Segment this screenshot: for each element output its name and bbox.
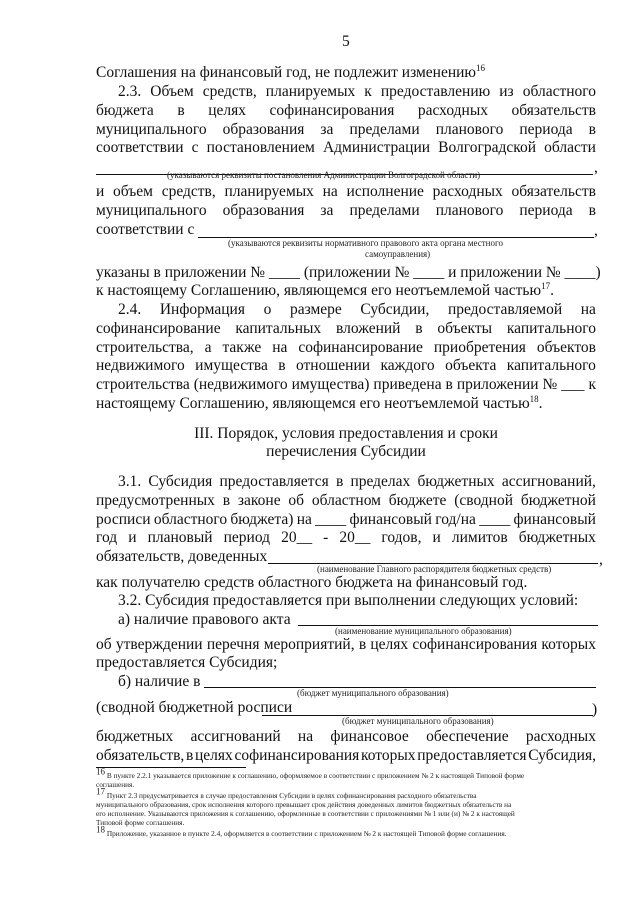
word: финансовое bbox=[330, 728, 409, 745]
word: росписи bbox=[96, 511, 151, 528]
word: средств, bbox=[161, 183, 216, 200]
paragraph-line: настоящему Соглашению, являющемся его неотъемлемой частью$^{18}$. bbox=[96, 393, 543, 412]
word: расходных bbox=[525, 728, 596, 745]
word: Волгоградской bbox=[438, 139, 537, 156]
footnote: Типовой форме соглашения. bbox=[96, 818, 185, 827]
paragraph-line bbox=[96, 121, 596, 139]
word: бюджете bbox=[388, 492, 447, 509]
punctuation: , bbox=[599, 551, 603, 568]
paragraph-line bbox=[96, 357, 596, 375]
word: 3.1. bbox=[118, 473, 142, 490]
word: с bbox=[191, 139, 199, 156]
word: Информация bbox=[159, 301, 245, 318]
word: соответствии bbox=[96, 139, 184, 156]
word: объектов bbox=[536, 339, 596, 356]
word: расходных bbox=[417, 102, 488, 119]
word: в bbox=[358, 636, 367, 653]
word: капитальных bbox=[235, 320, 322, 337]
word: в bbox=[445, 376, 453, 393]
field-caption: (наименование Главного распорядителя бюджетных средств) bbox=[317, 564, 552, 574]
word: предоставляется bbox=[417, 747, 527, 764]
word: вложений bbox=[335, 320, 401, 337]
word: финансовый bbox=[513, 511, 596, 528]
paragraph-line: Соглашения на финансовый год, не подлежит изменению$^{16}$ bbox=[96, 62, 486, 81]
word: каждого bbox=[380, 357, 435, 374]
paragraph-line bbox=[96, 183, 596, 201]
field-caption: (бюджет муниципального образования) bbox=[342, 716, 494, 726]
paragraph-line: а) наличие правового акта bbox=[118, 611, 291, 628]
word: годов, bbox=[381, 529, 422, 546]
field-caption: (бюджет муниципального образования) bbox=[297, 688, 449, 698]
field-caption: самоуправления) bbox=[365, 249, 431, 259]
paragraph-line bbox=[96, 139, 596, 157]
field-caption: (указываются реквизиты постановления Администрации Волгоградской области) bbox=[167, 170, 481, 180]
word: о bbox=[263, 301, 272, 318]
section-heading: перечисления Субсидии bbox=[266, 443, 426, 460]
word: целях bbox=[370, 636, 409, 653]
word: бюджета) bbox=[230, 511, 294, 528]
paragraph-line: предоставляется Субсидия; bbox=[96, 654, 278, 671]
word: мероприятий, bbox=[263, 636, 355, 653]
footnote-separator bbox=[96, 767, 246, 768]
footnote: муниципального образования, срок исполнения которого превышает срок действия доведенных лимитов бюджетных обязательств на bbox=[96, 800, 512, 809]
word: муниципального bbox=[96, 202, 207, 219]
word: обязательств bbox=[511, 102, 596, 119]
paragraph-line bbox=[96, 376, 596, 394]
word: в bbox=[588, 202, 596, 219]
word: планового bbox=[435, 202, 504, 219]
word: предоставляется bbox=[219, 473, 329, 490]
paragraph-line: как получателю средств областного бюджета на финансовый год. bbox=[96, 574, 528, 591]
paragraph-line bbox=[96, 511, 596, 529]
word: приложении bbox=[456, 376, 539, 393]
word: средств, bbox=[202, 83, 257, 100]
paragraph-line bbox=[96, 636, 596, 654]
word: 2.3. bbox=[118, 83, 142, 100]
punctuation: , bbox=[594, 222, 598, 239]
paragraph-line bbox=[96, 202, 596, 220]
word: пределах bbox=[350, 473, 411, 490]
word: ассигнований, bbox=[501, 473, 596, 490]
word: и bbox=[96, 183, 105, 200]
footnote: его исполнение. Указываются приложения к соглашению, оформленные в соответствии с приложениями № 1 или (и) № 2 к настоящей bbox=[96, 809, 515, 818]
word: строительства bbox=[96, 376, 190, 393]
word: размере bbox=[289, 301, 342, 318]
paragraph-line bbox=[96, 320, 596, 338]
paragraph-line bbox=[96, 339, 596, 357]
word: капитального bbox=[506, 320, 596, 337]
word: софинансирования bbox=[234, 747, 360, 764]
page-number: 5 bbox=[342, 33, 350, 50]
word: софинансирования bbox=[269, 102, 395, 119]
word: области bbox=[544, 139, 596, 156]
word: обязательств, bbox=[96, 747, 185, 764]
word: также bbox=[222, 339, 262, 356]
word: а bbox=[204, 339, 212, 356]
paragraph-line bbox=[96, 728, 596, 746]
word: в bbox=[185, 747, 194, 764]
word: в bbox=[222, 492, 231, 509]
paragraph-line: соответствии с bbox=[96, 221, 195, 238]
word: Администрации bbox=[322, 139, 431, 156]
word: Субсидия bbox=[148, 473, 213, 490]
word: плановый bbox=[147, 529, 213, 546]
punctuation: , bbox=[594, 159, 598, 176]
word: которых bbox=[361, 747, 416, 764]
paragraph-line bbox=[96, 492, 596, 510]
word: целях bbox=[208, 102, 246, 119]
word: имущества) bbox=[291, 376, 370, 393]
footnote-number: 16 bbox=[96, 766, 105, 777]
word: в bbox=[177, 102, 185, 119]
footnote-number: 18 bbox=[96, 824, 105, 835]
paragraph-line: 3.2. Субсидия предоставляется при выполнении следующих условий: bbox=[118, 592, 579, 609]
word: обязательств bbox=[511, 183, 596, 200]
word: имущества bbox=[195, 357, 268, 374]
word: из bbox=[499, 83, 514, 100]
field-caption: (наименование муниципального образования) bbox=[335, 626, 512, 636]
word: предусмотренных bbox=[96, 492, 215, 509]
word: софинансирование bbox=[96, 320, 221, 337]
word: № bbox=[542, 376, 558, 393]
word: предоставляемой bbox=[447, 301, 563, 318]
word: период bbox=[223, 529, 271, 546]
word: 20__ bbox=[339, 529, 371, 546]
word: планируемых bbox=[265, 83, 356, 100]
word: за bbox=[320, 202, 334, 219]
word: бюджета bbox=[96, 102, 154, 119]
paragraph-line bbox=[96, 747, 596, 765]
word: ____ bbox=[479, 511, 511, 528]
word: в bbox=[278, 357, 286, 374]
word: предоставлению bbox=[380, 83, 491, 100]
footnote: соглашения. bbox=[96, 780, 135, 789]
word: пределами bbox=[349, 121, 420, 138]
word: обеспечение bbox=[426, 728, 509, 745]
word: ____ bbox=[315, 511, 347, 528]
section-heading: III. Порядок, условия предоставления и сроки bbox=[194, 425, 498, 442]
word: планового bbox=[435, 121, 504, 138]
word: в bbox=[335, 473, 344, 490]
word: расходных bbox=[432, 183, 503, 200]
paragraph-line bbox=[118, 83, 596, 101]
word: (недвижимого bbox=[193, 376, 288, 393]
word: ассигнований bbox=[190, 728, 281, 745]
word: строительства, bbox=[96, 339, 194, 356]
word: на bbox=[322, 183, 338, 200]
paragraph-line bbox=[96, 102, 596, 120]
word: софинансирования bbox=[412, 636, 538, 653]
word: муниципального bbox=[96, 121, 207, 138]
word: отношении bbox=[295, 357, 371, 374]
word: Субсидия, bbox=[528, 747, 596, 764]
footnote-ref: 16 bbox=[476, 62, 486, 73]
word: лимитов bbox=[451, 529, 508, 546]
word: год/на bbox=[435, 511, 476, 528]
paragraph-line: обязательств, доведенных bbox=[96, 548, 268, 565]
word: которых bbox=[541, 636, 596, 653]
word: на bbox=[297, 728, 314, 745]
word: утверждении bbox=[115, 636, 203, 653]
word: пределами bbox=[349, 202, 420, 219]
paragraph-line: указаны в приложении № ____ (приложении № ____ и приложении № ____) bbox=[96, 264, 601, 281]
word: объекты bbox=[437, 320, 493, 337]
word: капитального bbox=[506, 357, 596, 374]
footnote-ref: 17 bbox=[541, 280, 551, 291]
word: планируемых bbox=[224, 183, 314, 200]
word: бюджетных bbox=[417, 473, 495, 490]
paragraph-line bbox=[96, 529, 596, 547]
word: бюджетных bbox=[96, 728, 174, 745]
footnote-ref: 18 bbox=[529, 393, 539, 404]
word: объекта bbox=[445, 357, 497, 374]
word: софинансирование bbox=[298, 339, 423, 356]
word: в bbox=[415, 320, 423, 337]
word: бюджетной bbox=[520, 492, 596, 509]
word: объем bbox=[113, 183, 153, 200]
word: периода bbox=[519, 121, 573, 138]
word: периода bbox=[519, 202, 573, 219]
word: год bbox=[96, 529, 118, 546]
word: перечня bbox=[206, 636, 260, 653]
word: на bbox=[272, 339, 288, 356]
word: приобретения bbox=[433, 339, 526, 356]
word: об bbox=[288, 492, 305, 509]
word: к bbox=[364, 83, 372, 100]
word: за bbox=[320, 121, 334, 138]
word: приведена bbox=[373, 376, 442, 393]
word: и bbox=[128, 529, 137, 546]
paragraph-line: (сводной бюджетной росписи bbox=[96, 699, 293, 716]
footnote-number: 17 bbox=[96, 786, 105, 797]
footnote: $^{17}$ Пункт 2.3 предусматривается в случае предоставления Субсидии в целях софинансирования расходного обязательства bbox=[96, 786, 477, 800]
punctuation: ) bbox=[592, 701, 598, 718]
paragraph-line bbox=[118, 473, 596, 491]
word: областного bbox=[522, 83, 596, 100]
word: об bbox=[96, 636, 112, 653]
word: образования bbox=[222, 121, 305, 138]
word: законе bbox=[237, 492, 281, 509]
word: на bbox=[580, 301, 596, 318]
word: и bbox=[432, 529, 441, 546]
word: в bbox=[588, 121, 596, 138]
word: образования bbox=[222, 202, 305, 219]
word: исполнение bbox=[346, 183, 424, 200]
word: областного bbox=[153, 511, 228, 528]
word: постановлением bbox=[206, 139, 315, 156]
word: бюджетных bbox=[518, 529, 596, 546]
word: (сводной bbox=[454, 492, 514, 509]
footnote: $^{18}$ Приложение, указанное в пункте 2.4, оформляется в соответствии с приложением № 2 к настоящей Типовой форме соглашения. bbox=[96, 824, 507, 838]
paragraph-line: б) наличие в bbox=[118, 673, 201, 690]
paragraph-line bbox=[118, 301, 596, 319]
word: областном bbox=[311, 492, 381, 509]
word: недвижимого bbox=[96, 357, 185, 374]
word: Субсидии, bbox=[360, 301, 430, 318]
word: к bbox=[588, 376, 596, 393]
footnote: $^{16}$ В пункте 2.2.1 указывается приложение к соглашению, оформляемое в соответствии с приложением № 2 к настоящей Типовой форме bbox=[96, 766, 525, 780]
word: целях bbox=[195, 747, 233, 764]
paragraph-line: к настоящему Соглашению, являющемся его неотъемлемой частью$^{17}$. bbox=[96, 280, 554, 299]
word: 2.4. bbox=[118, 301, 142, 318]
word: ___ bbox=[561, 376, 585, 393]
word: 20__ bbox=[281, 529, 313, 546]
word: - bbox=[323, 529, 329, 546]
word: финансовый bbox=[349, 511, 432, 528]
word: на bbox=[296, 511, 312, 528]
word: Объем bbox=[150, 83, 194, 100]
field-caption: (указываются реквизиты нормативного правового акта органа местного bbox=[228, 238, 503, 248]
